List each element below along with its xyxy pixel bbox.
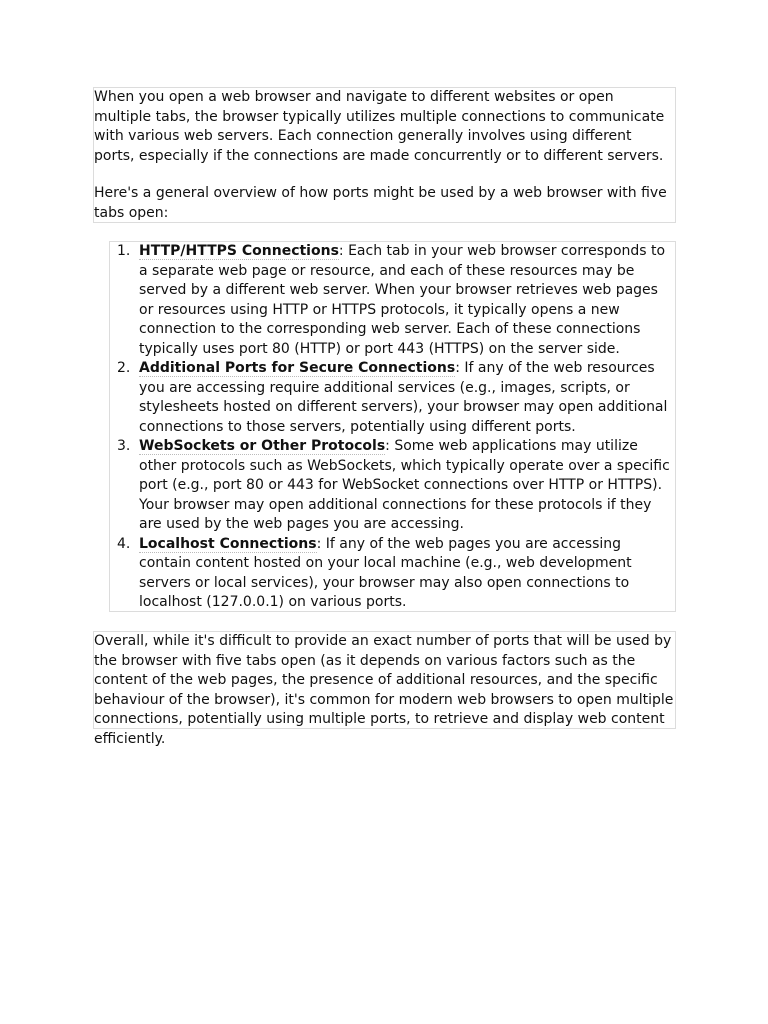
summary-paragraph: Overall, while it's difficult to provide an exact number of ports that will be used by the browser with five tabs open (as it depends on various factors such as the content of the web pages, the presence of additional resources, and the specific behaviour of the browser), it's common for modern web browsers to open multiple connections, potentially using multiple ports, to retrieve and display web content efficiently. xyxy=(94,633,674,747)
list-item-number: 4. xyxy=(117,535,131,552)
intro-paragraph-1: When you open a web browser and navigate to different websites or open multiple tabs, the browser typically utilizes multiple connections to communicate with various web servers. Each connection generally involves using different ports, especially if the connections are made concurrently or to different servers. xyxy=(94,89,665,164)
list-item-term: Additional Ports for Secure Connections xyxy=(139,360,456,376)
list-item-term: WebSockets or Other Protocols xyxy=(139,438,386,454)
list-item-text: : Each tab in your web browser corresponds to a separate web page or resource, and each of these resources may be served by a different web server. When your browser retrieves web pages or resources using HTTP or HTTPS protocols, it typically opens a new connection to the corresponding web server. Each of these connections typically uses port 80 (HTTP) or port 443 (HTTPS) on the server side. xyxy=(139,243,666,357)
list-item-term: HTTP/HTTPS Connections xyxy=(139,243,339,259)
list-item-text: : If any of the web pages you are accessing contain content hosted on your local machine (e.g., web development servers or local services), your browser may also open connections to localhost (127.0.0.1) on various ports. xyxy=(139,535,632,610)
list-item-number: 1. xyxy=(117,243,131,259)
list-item xyxy=(110,242,675,359)
list-item-text: : If any of the web resources you are accessing require additional services (e.g., images, scripts, or stylesheets hosted on different servers), your browser may open additional connections to those servers, potentially using different ports. xyxy=(139,360,668,435)
intro-section xyxy=(93,87,676,223)
list-item-term: Localhost Connections xyxy=(139,535,317,552)
intro-paragraph-2: Here's a general overview of how ports might be used by a web browser with five tabs open: xyxy=(94,185,667,221)
ports-list-section xyxy=(109,241,676,612)
list-item-text: : Some web applications may utilize other protocols such as WebSockets, which typically operate over a specific port (e.g., port 80 or 443 for WebSocket connections over HTTP or HTTPS). Your browser may open additional connections for these protocols if they are used by the web pages you are accessing. xyxy=(139,438,670,532)
list-item xyxy=(110,359,675,437)
list-item xyxy=(110,535,675,613)
list-item xyxy=(110,437,675,535)
list-item-number: 2. xyxy=(117,360,131,376)
summary-section xyxy=(93,631,676,747)
ports-list xyxy=(110,242,675,613)
list-item-number: 3. xyxy=(117,438,131,454)
